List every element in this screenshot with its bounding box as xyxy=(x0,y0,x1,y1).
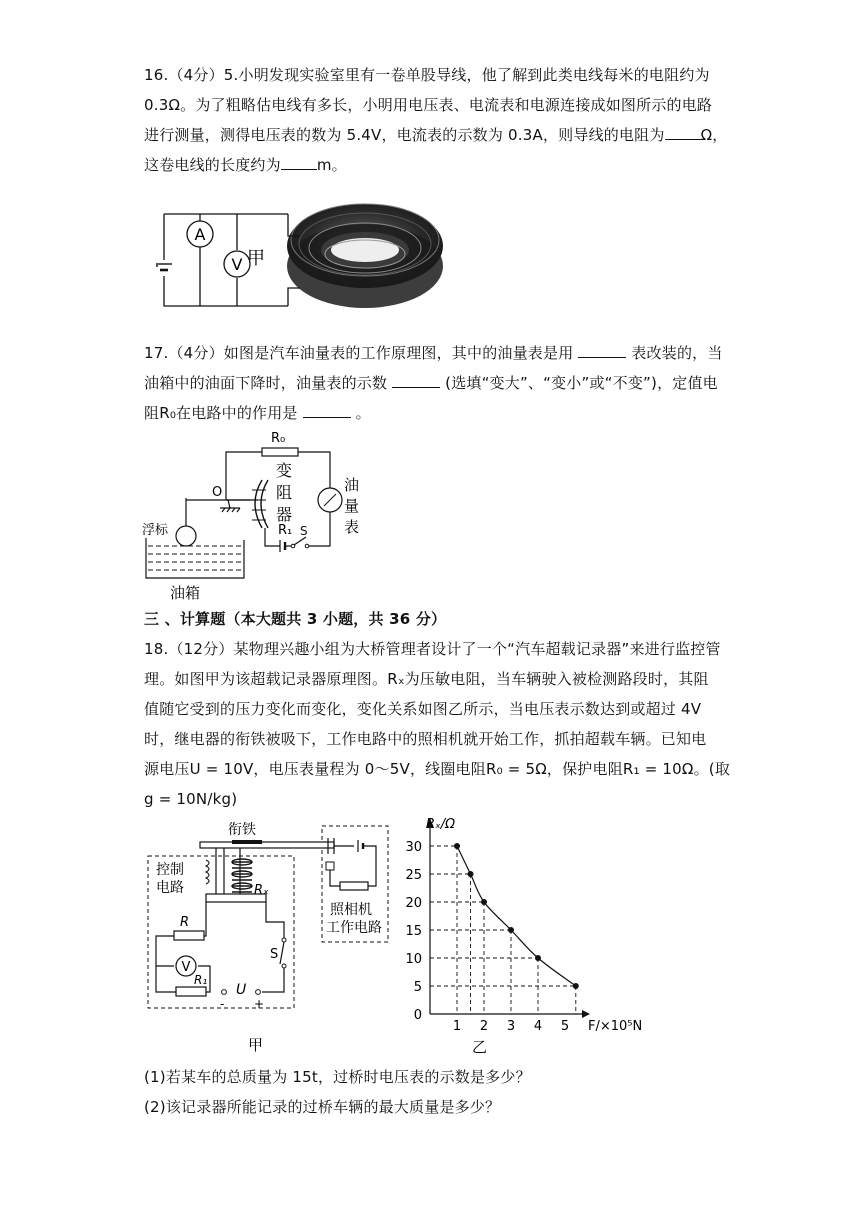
q17-line-1-text: 17.（4分）如图是汽车油量表的工作原理图，其中的油量表是用 xyxy=(144,344,574,362)
x-axis-label: F/×10⁵N xyxy=(588,1019,643,1034)
switch-label: S xyxy=(270,947,279,962)
data-point xyxy=(481,899,487,905)
camera-label-1: 照相机 xyxy=(330,902,372,918)
rheostat-char-3: 器 xyxy=(276,505,293,524)
data-point xyxy=(454,843,460,849)
gauge-char-2: 量 xyxy=(344,497,360,515)
y-tick-label: 5 xyxy=(413,980,422,995)
plus-label: + xyxy=(254,997,265,1011)
resistor-r1 xyxy=(176,973,207,996)
ammeter-label: A xyxy=(194,225,206,244)
switch-label: S xyxy=(300,524,308,538)
question-16 xyxy=(144,60,728,180)
data-point xyxy=(535,955,541,961)
q17-line-3-tail: 。 xyxy=(355,404,371,422)
section-heading: 三 、计算题（本大题共 3 小题，共 36 分） xyxy=(144,610,447,628)
y-axis xyxy=(426,818,434,1014)
tank-label: 油箱 xyxy=(170,584,201,602)
y-tick-label: 25 xyxy=(405,868,422,883)
q17-line-1-tail: 表改装的，当 xyxy=(631,344,723,362)
q18-line-5: 源电压U = 10V，电压表量程为 0～5V，线圈电阻R₀ = 5Ω，保护电阻R₁ = 10Ω。(取 xyxy=(144,760,731,778)
q16-line-3-text: 进行测量，测得电压表的数为 5.4V，电流表的示数为 0.3A，则导线的电阻为 xyxy=(144,126,665,144)
voltmeter xyxy=(176,956,196,976)
q18-line-4: 时，继电器的衔铁被吸下，工作电路中的照相机就开始工作，抓拍超载车辆。已知电 xyxy=(144,730,707,748)
rx-label: Rₓ xyxy=(254,883,269,898)
armature-label: 衔铁 xyxy=(228,822,256,838)
minus-label: - xyxy=(220,997,225,1011)
q16-line-2: 0.3Ω。为了粗略估电线有多长，小明用电压表、电流表和电源连接成如图所示的电路 xyxy=(144,96,713,114)
data-point xyxy=(468,871,474,877)
figure-label-jia: 甲 xyxy=(248,1036,264,1054)
y-tick-label: 20 xyxy=(405,896,422,911)
switch-s xyxy=(270,938,286,968)
question-18 xyxy=(144,634,731,814)
x-tick-label: 2 xyxy=(479,1019,489,1034)
q18-subquestions xyxy=(144,1062,722,1122)
r-label: R xyxy=(180,915,190,930)
q17-line-1 xyxy=(144,338,722,368)
q17-line-3 xyxy=(144,398,722,428)
y-tick-label: 30 xyxy=(405,840,422,855)
x-tick-label: 3 xyxy=(506,1019,516,1034)
r1-label: R₁ xyxy=(278,523,293,538)
control-label-2: 电路 xyxy=(156,880,184,896)
q18-rx-force-graph xyxy=(400,812,660,1056)
q18-line-3: 值随它受到的压力变化而变化，变化关系如图乙所示，当电压表示数达到或超过 4V xyxy=(144,700,702,718)
camera-label-2: 工作电路 xyxy=(326,920,382,936)
q18-subquestion-1: (1)若某车的总质量为 15t，过桥时电压表的示数是多少？ xyxy=(144,1068,531,1086)
answer-blank[interactable] xyxy=(665,123,701,140)
x-tick-label: 4 xyxy=(533,1019,543,1034)
ammeter xyxy=(187,221,213,247)
pivot-o-label: O xyxy=(212,485,223,500)
r0-label: R₀ xyxy=(271,431,286,446)
rx-curve xyxy=(457,846,576,986)
u-label: U xyxy=(236,982,247,998)
q16-line-4-text: 这卷电线的长度约为 xyxy=(144,156,281,174)
q18-line-2: 理。如图甲为该超载记录器原理图。Rₓ为压敏电阻，当车辆驶入被检测路段时，其阻 xyxy=(144,670,709,688)
x-tick-label: 1 xyxy=(452,1019,462,1034)
voltmeter-label: V xyxy=(231,255,243,274)
answer-blank[interactable] xyxy=(578,341,626,358)
fuel-gauge-meter xyxy=(318,476,359,536)
answer-blank[interactable] xyxy=(281,153,317,170)
q16-line-1: 16.（4分）5.小明发现实验室里有一卷单股导线，他了解到此类电线每米的电阻约为 xyxy=(144,66,710,84)
answer-blank[interactable] xyxy=(303,401,351,418)
y-tick-label: 0 xyxy=(413,1008,422,1023)
rheostat-char-2: 阻 xyxy=(276,483,293,502)
q18-subquestion-2: (2)该记录器所能记录的过桥车辆的最大质量是多少？ xyxy=(144,1098,501,1116)
q18-line-1: 18.（12分）某物理兴趣小组为大桥管理者设计了一个“汽车超载记录器”来进行监控管 xyxy=(144,640,721,658)
gauge-char-1: 油 xyxy=(344,476,360,494)
float xyxy=(142,522,196,546)
answer-blank[interactable] xyxy=(392,371,440,388)
battery xyxy=(280,540,292,552)
q16-line-3-unit: Ω， xyxy=(700,126,728,144)
oil-level xyxy=(148,546,242,570)
y-tick-label: 15 xyxy=(405,924,422,939)
relay-coil xyxy=(206,860,209,884)
pressure-sensor-rx xyxy=(232,859,252,892)
rheostat-char-1: 变 xyxy=(276,461,293,480)
gauge-char-3: 表 xyxy=(344,518,360,536)
x-axis xyxy=(430,1010,590,1018)
question-17 xyxy=(144,338,722,428)
switch-s xyxy=(291,524,309,548)
q17-line-3-text: 阻R₀在电路中的作用是 xyxy=(144,404,298,422)
x-tick-label: 5 xyxy=(560,1019,570,1034)
rheostat xyxy=(252,461,292,538)
y-tick-label: 10 xyxy=(405,952,422,967)
y-axis-label: Rₓ/Ω xyxy=(426,817,456,832)
q16-circuit-figure xyxy=(150,188,450,318)
data-point xyxy=(508,927,514,933)
wire-coil-image xyxy=(287,204,443,308)
power-terminals xyxy=(220,982,264,1011)
figure-label-yi: 乙 xyxy=(472,1038,488,1056)
voltmeter-label: V xyxy=(181,960,191,975)
r0-resistor xyxy=(262,431,298,456)
q17-line-2 xyxy=(144,368,722,398)
float-label: 浮标 xyxy=(142,523,169,538)
q16-line-4 xyxy=(144,150,722,180)
figure-label-jia: 甲 xyxy=(247,248,265,269)
q17-line-2-tail: (选填“变大”、“变小”或“不变”)，定值电 xyxy=(445,374,718,392)
resistor-r xyxy=(174,915,204,940)
q17-line-2-text: 油箱中的油面下降时，油量表的示数 xyxy=(144,374,388,392)
q16-line-4-unit: m。 xyxy=(316,156,347,174)
control-label-1: 控制 xyxy=(156,862,184,878)
q18-line-6: g = 10N/kg) xyxy=(144,790,238,808)
data-point xyxy=(573,983,579,989)
q17-fuel-gauge-figure xyxy=(140,428,380,604)
q16-line-3 xyxy=(144,120,728,150)
q18-circuit-figure xyxy=(144,818,394,1056)
r1-label: R₁ xyxy=(194,973,208,987)
